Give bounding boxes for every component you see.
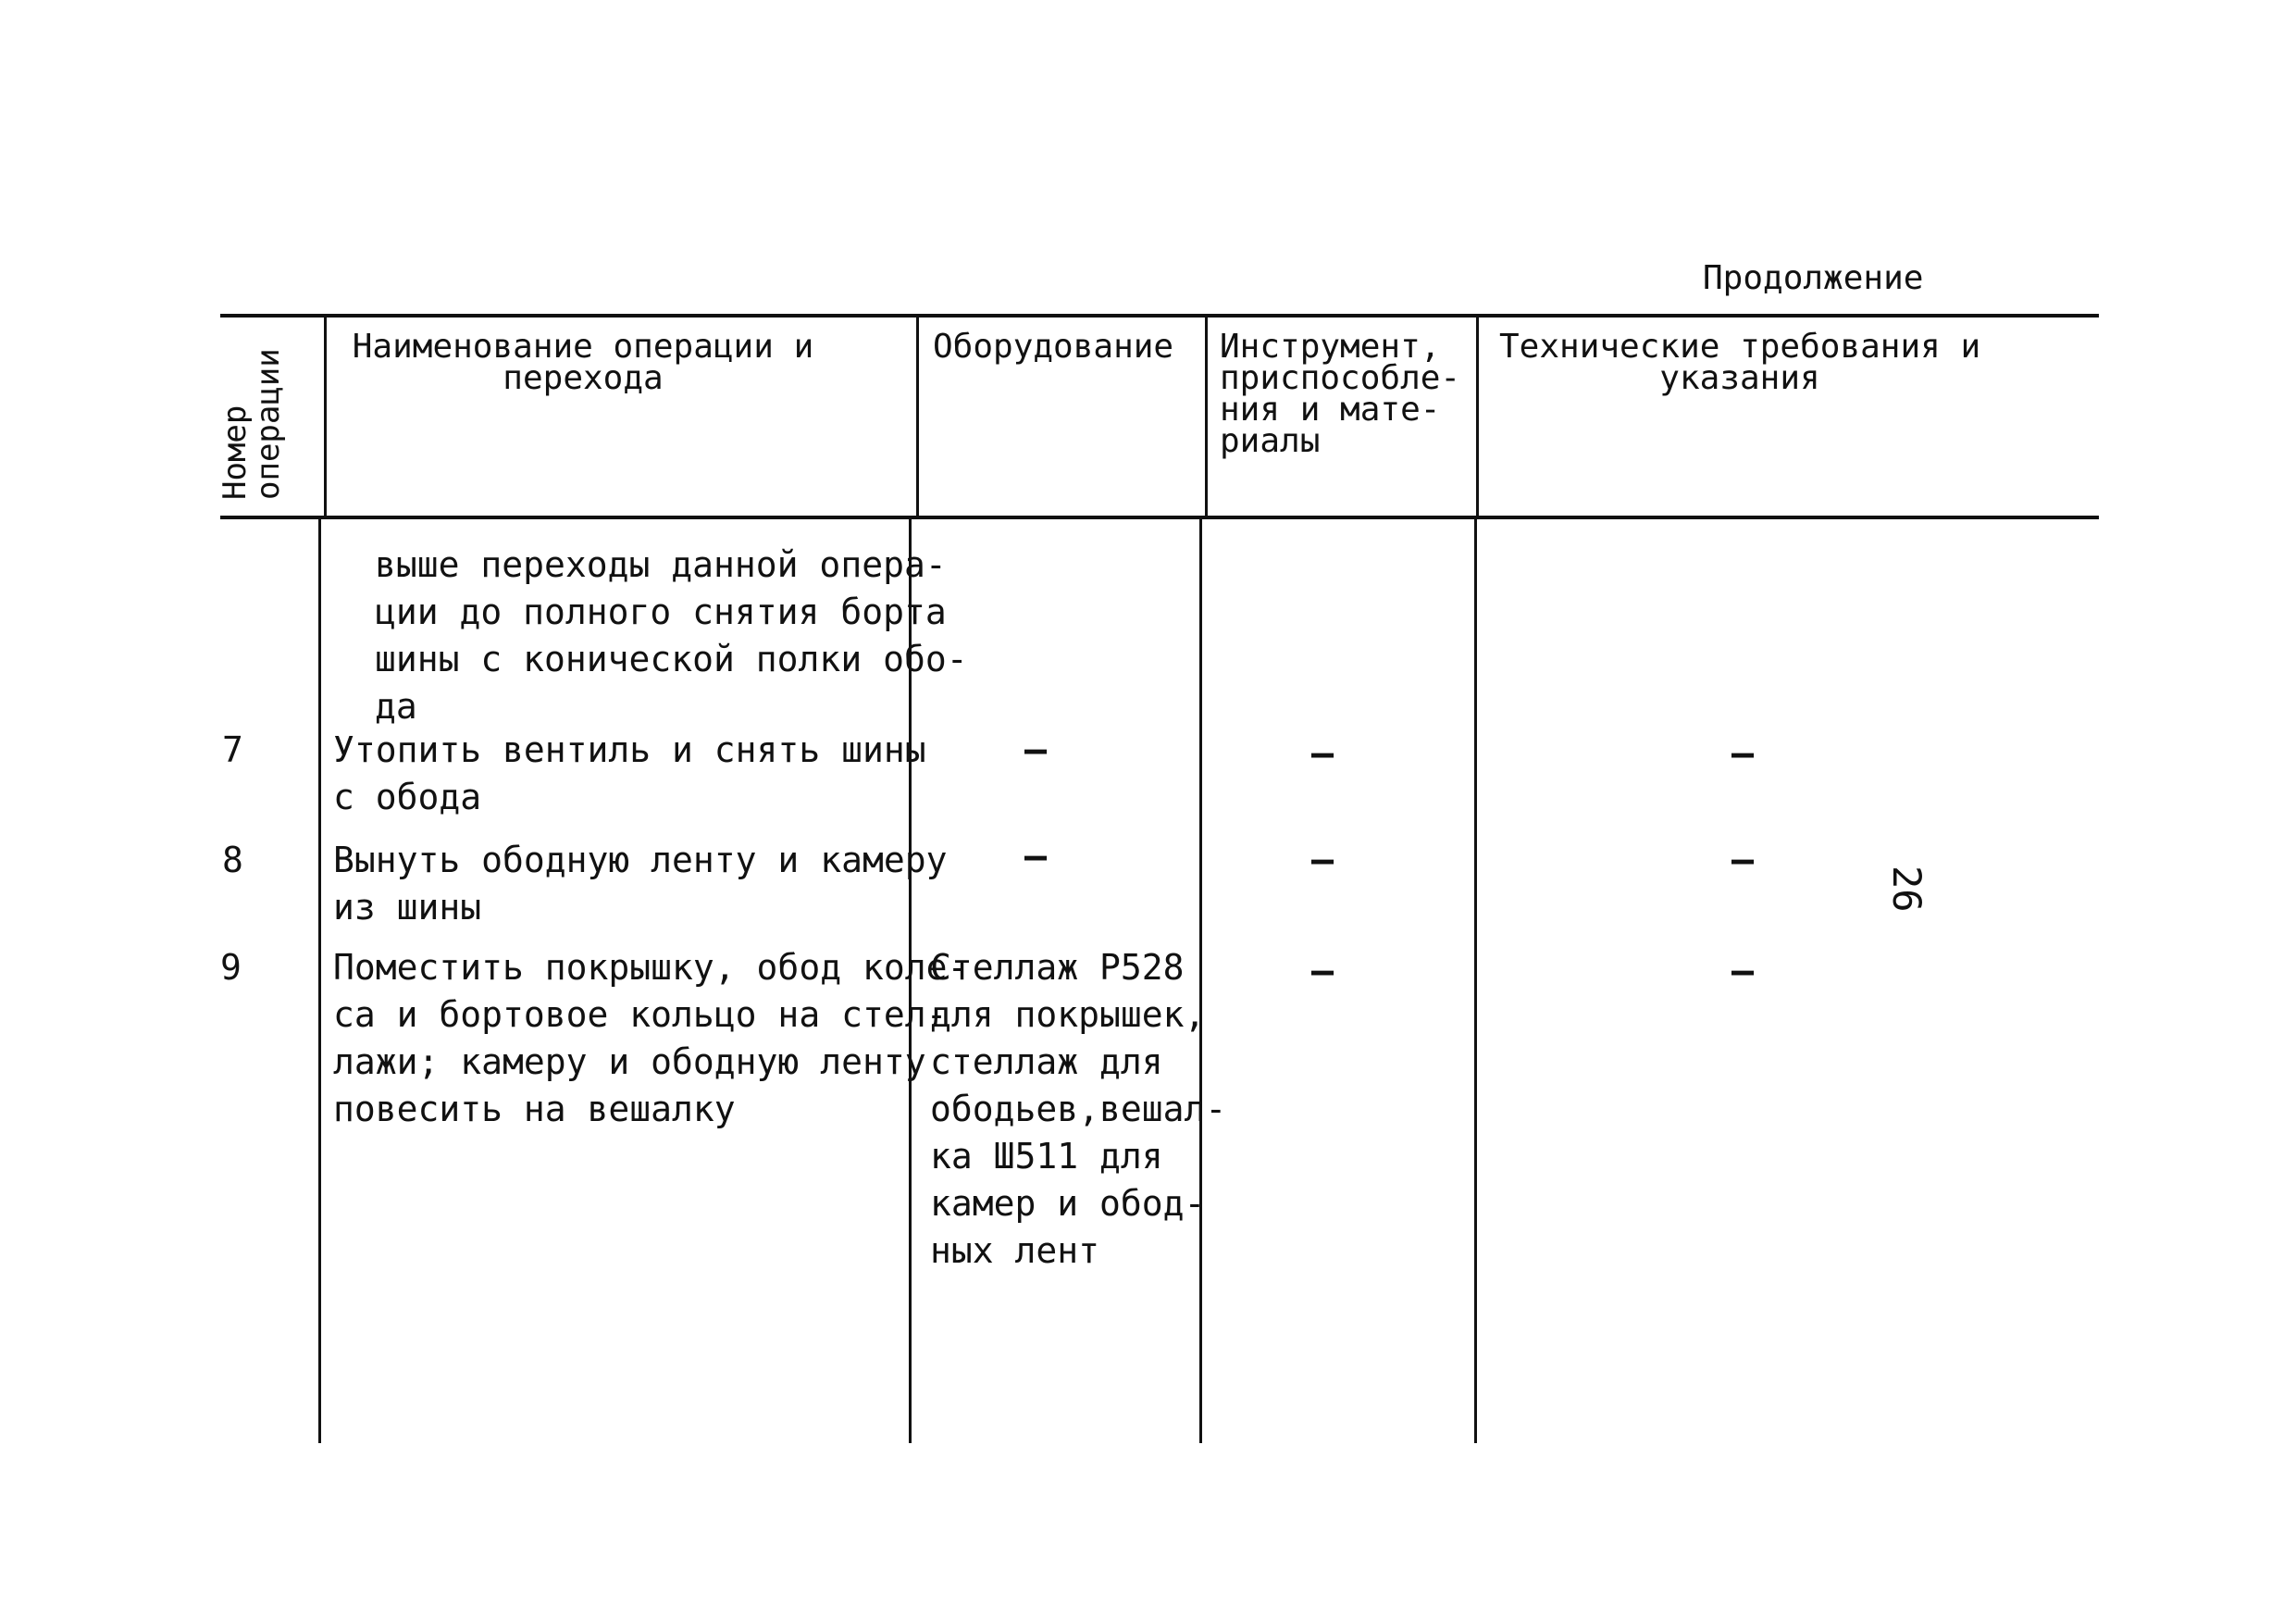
requirements-text: –: [1731, 839, 1755, 881]
column-divider: [318, 517, 321, 1443]
page-number: 26: [1884, 866, 1930, 913]
table-top-border: [220, 314, 2099, 318]
equipment-text: –: [1024, 835, 1048, 878]
column-divider: [916, 316, 919, 517]
operation-text: Вынуть ободную ленту и камеру из шины: [333, 840, 948, 928]
column-divider: [1474, 517, 1477, 1443]
header-tools: Инструмент, приспособле- ния и мате- риалы: [1220, 328, 1461, 460]
header-equipment: Оборудование: [933, 328, 1174, 366]
operation-text: выше переходы данной опера- ции до полного снятия борта шины с конической полки обо- да: [375, 544, 968, 727]
tools-text: –: [1311, 839, 1334, 881]
column-divider: [324, 316, 327, 517]
operation-number: 9: [220, 947, 242, 988]
column-divider: [1205, 316, 1208, 517]
continuation-label: Продолжение: [1703, 259, 1924, 297]
requirements-text: –: [1731, 732, 1755, 775]
header-operation: Наименование операции и перехода: [352, 328, 814, 397]
operation-number: 8: [222, 840, 243, 880]
operation-text: Поместить покрышку, обод коле- са и бортовое кольцо на стел- лажи; камеру и ободную ленту повесить на вешалку: [333, 947, 969, 1129]
tools-text: –: [1311, 732, 1334, 775]
tools-text: –: [1311, 950, 1334, 992]
header-requirements: Технические требования и указания: [1499, 328, 1981, 397]
equipment-text: –: [1024, 729, 1048, 771]
requirements-text: –: [1731, 950, 1755, 992]
operation-number: 7: [222, 729, 243, 770]
header-number: Номер операции: [217, 348, 287, 500]
column-divider: [1476, 316, 1479, 517]
equipment-text: Стеллаж Р528 для покрышек, стеллаж для ободьев,вешал- ка Ш511 для камер и обод- ных лент: [930, 947, 1227, 1271]
operation-text: Утопить вентиль и снять шины с обода: [333, 729, 926, 817]
header-bottom-border: [220, 516, 2099, 519]
